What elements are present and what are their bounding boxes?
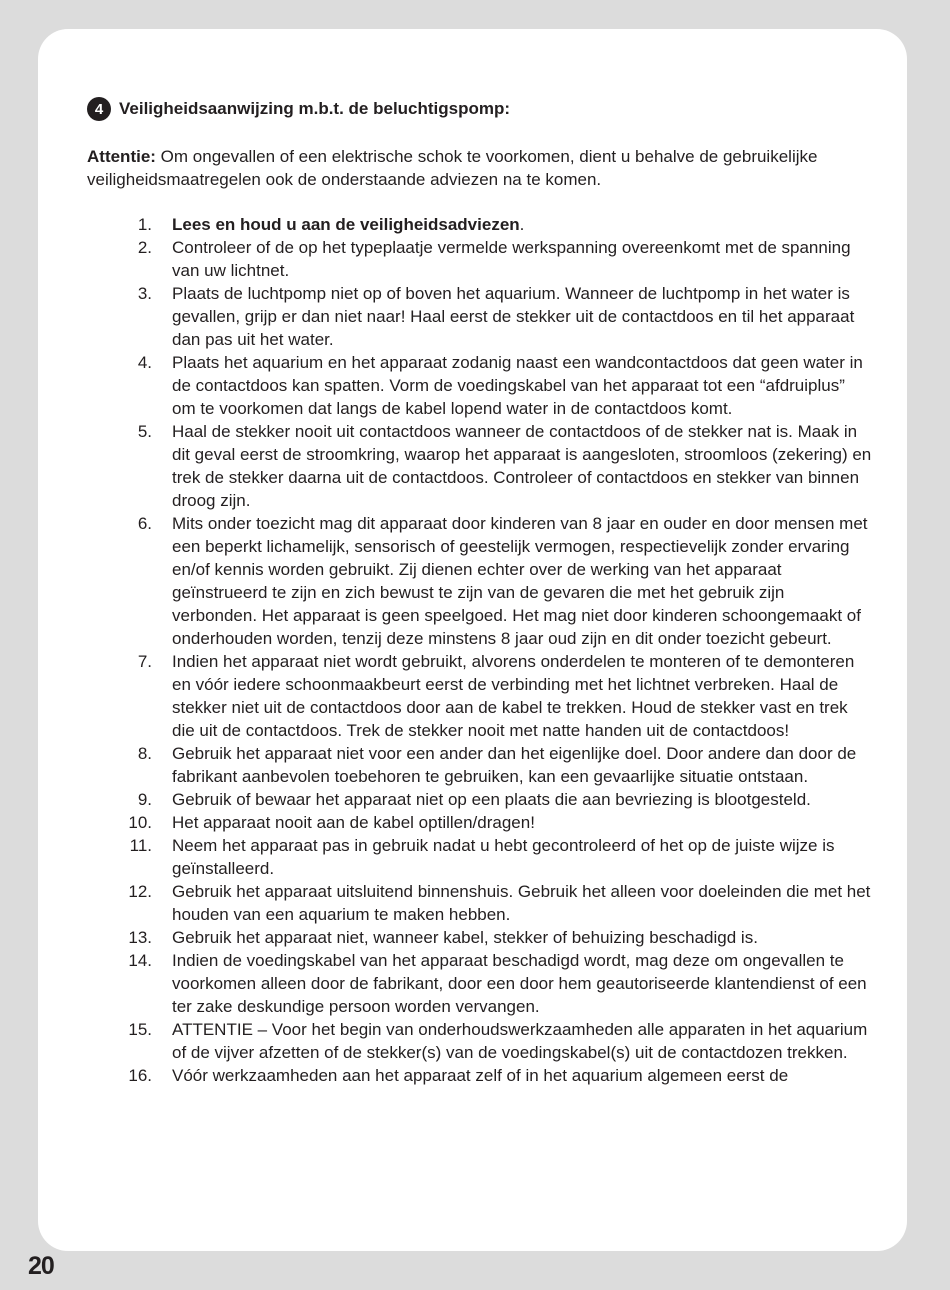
section-title: Veiligheidsaanwijzing m.b.t. de beluchtigspomp: <box>119 99 511 118</box>
section-number-badge: 4 <box>87 97 111 121</box>
list-item <box>0 420 872 512</box>
item-number: 11. <box>129 836 152 855</box>
item-text: ATTENTIE – Voor het begin van onderhoudswerkzaamheden alle apparaten in het aquarium of de vijver afzetten of de stekker(s) van de voedingskabel(s) uit de contactdozen trekken. <box>172 1020 868 1062</box>
item-text: Haal de stekker nooit uit contactdoos wanneer de contactdoos of de stekker nat is. Maak in dit geval eerst de stroomkring, waarop het apparaat is aangesloten, stroomloos (zekering) en trek de stekker daarna uit de contactdoos. Controleer of contactdoos en stekker van binnen droog zijn. <box>172 422 872 510</box>
item-text: Mits onder toezicht mag dit apparaat door kinderen van 8 jaar en ouder en door mensen met een beperkt lichamelijk, sensorisch of geestelijk vermogen, respectievelijk zonder ervaring en/of kennis worden gebruikt. Zij dienen echter over de werking van het apparaat geïnstrueerd te zijn en zich bewust te zijn van de gevaren die met het gebruik zijn verbonden. Het apparaat is geen speelgoed. Het mag niet door kinderen schoongemaakt of onderhouden worden, tenzij deze minstens 8 jaar oud zijn en dit onder toezicht gebeurt. <box>172 514 868 648</box>
intro-label: Attentie: <box>87 147 156 166</box>
list-item <box>0 213 872 236</box>
item-number: 13. <box>128 928 152 947</box>
item-text: Indien het apparaat niet wordt gebruikt, alvorens onderdelen te monteren of te demonteren en vóór iedere schoonmaakbeurt eerst de verbinding met het lichtnet verbreken. Haal de stekker niet uit de contactdoos door aan de kabel te trekken. Houd de stekker vast en trek die uit de contactdoos. Trek de stekker nooit met natte handen uit de contactdoos! <box>172 652 855 740</box>
item-text: Plaats de luchtpomp niet op of boven het aquarium. Wanneer de luchtpomp in het water is gevallen, grijp er dan niet naar! Haal eerst de stekker uit de contactdoos en til het apparaat dan pas uit het water. <box>172 284 855 349</box>
item-text: Vóór werkzaamheden aan het apparaat zelf of in het aquarium algemeen eerst de <box>172 1066 789 1085</box>
item-text: Gebruik of bewaar het apparaat niet op een plaats die aan bevriezing is blootgesteld. <box>172 790 811 809</box>
item-text: Gebruik het apparaat uitsluitend binnenshuis. Gebruik het alleen voor doeleinden die met het houden van een aquarium te maken hebben. <box>172 882 871 924</box>
item-text: Plaats het aquarium en het apparaat zodanig naast een wandcontactdoos dat geen water in de contactdoos kan spatten. Vorm de voedingskabel van het apparaat tot een “afdruiplus” om te voorkomen dat langs de kabel lopend water in de contactdoos komt. <box>172 353 863 418</box>
item-number: 16. <box>128 1066 152 1085</box>
list-item <box>0 1018 872 1064</box>
list-item <box>0 788 872 811</box>
item-number: 3. <box>137 284 152 303</box>
list-item <box>0 351 872 420</box>
list-item <box>0 834 872 880</box>
item-number: 14. <box>128 951 152 970</box>
list-item <box>0 880 872 926</box>
list-item <box>0 236 872 282</box>
item-number: 8. <box>137 744 152 763</box>
item-text: Het apparaat nooit aan de kabel optillen/dragen! <box>172 813 535 832</box>
item-number: 9. <box>137 790 152 809</box>
item-number: 10. <box>128 813 152 832</box>
item-number: 1. <box>137 215 152 234</box>
intro-paragraph <box>87 145 877 191</box>
item-number: 15. <box>128 1020 152 1039</box>
list-item <box>0 650 872 742</box>
intro-text: Om ongevallen of een elektrische schok te voorkomen, dient u behalve de gebruikelijke veiligheidsmaatregelen ook de onderstaande adviezen na te komen. <box>87 147 818 189</box>
list-item <box>0 811 872 834</box>
item-bold-text: Lees en houd u aan de veiligheidsadviezen <box>172 215 520 234</box>
item-number: 12. <box>128 882 152 901</box>
item-number: 7. <box>137 652 152 671</box>
safety-list <box>0 213 950 1087</box>
list-item <box>0 512 872 650</box>
list-item <box>0 282 872 351</box>
item-number: 6. <box>137 514 152 533</box>
page-number: 20 <box>28 1252 54 1280</box>
item-text: . <box>519 215 525 234</box>
section-heading <box>87 96 510 122</box>
item-text: Indien de voedingskabel van het apparaat beschadigd wordt, mag deze om ongevallen te voorkomen alleen door de fabrikant, door een door hem geautoriseerde klantendienst of een ter zake deskundige persoon worden vervangen. <box>172 951 867 1016</box>
list-item <box>0 949 872 1018</box>
item-text: Gebruik het apparaat niet voor een ander dan het eigenlijke doel. Door andere dan door de fabrikant aanbevolen toebehoren te gebruiken, kan een gevaarlijke situatie ontstaan. <box>172 744 857 786</box>
item-text: Neem het apparaat pas in gebruik nadat u hebt gecontroleerd of het op de juiste wijze is geïnstalleerd. <box>172 836 835 878</box>
list-item <box>0 1064 872 1087</box>
item-number: 4. <box>137 353 152 372</box>
item-text: Controleer of de op het typeplaatje vermelde werkspanning overeenkomt met de spanning van uw lichtnet. <box>172 238 851 280</box>
item-number: 5. <box>137 422 152 441</box>
item-number: 2. <box>137 238 152 257</box>
list-item <box>0 926 872 949</box>
item-text: Gebruik het apparaat niet, wanneer kabel, stekker of behuizing beschadigd is. <box>172 928 758 947</box>
list-item <box>0 742 872 788</box>
